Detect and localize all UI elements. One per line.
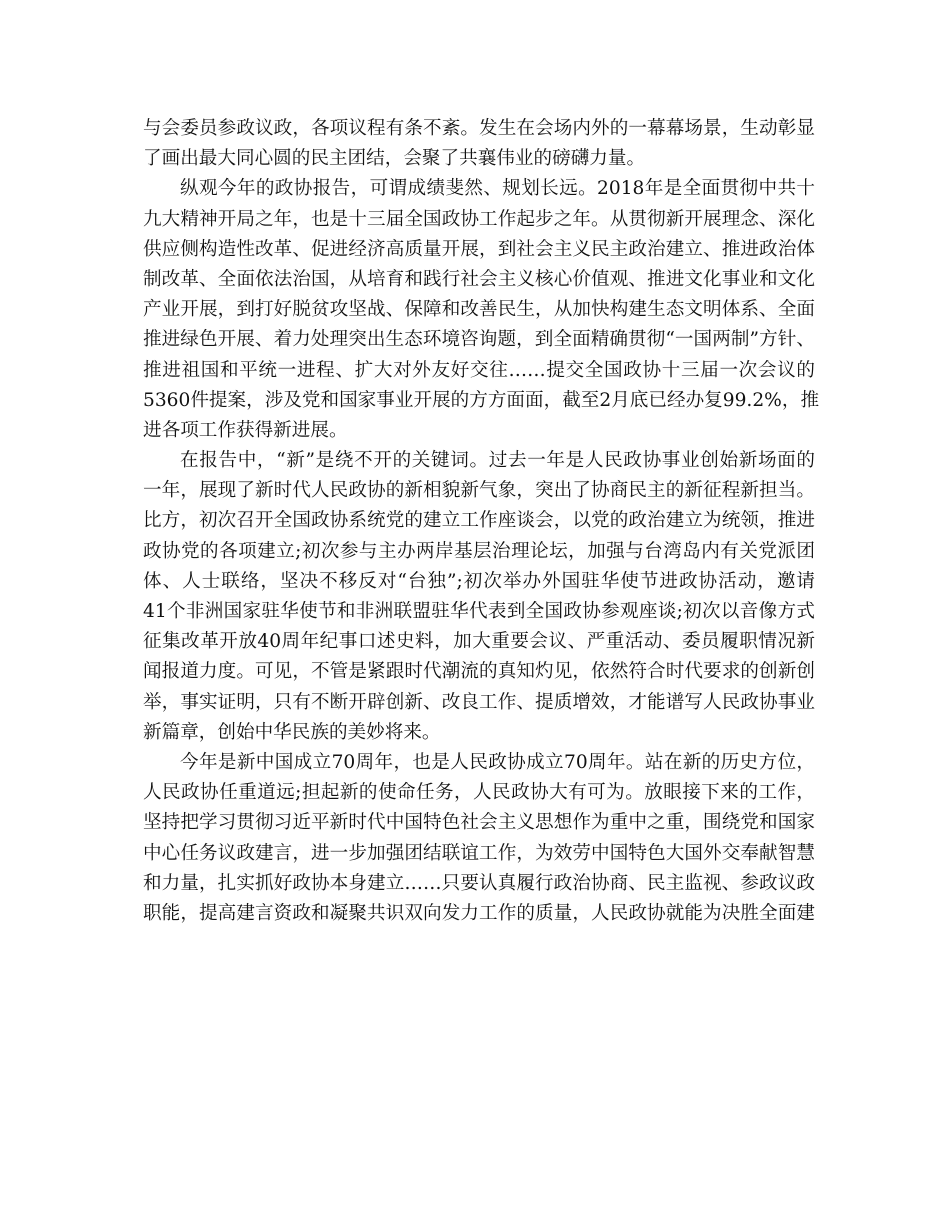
text-line: 比方，初次召开全国政协系统党的建立工作座谈会，以党的政治建立为统领，推进 — [143, 510, 815, 532]
text-line: 人民政协任重道远;担起新的使命任务，人民政协大有可为。放眼接下来的工作， — [143, 782, 815, 804]
text-line: 制改革、全面依法治国，从培育和践行社会主义核心价值观、推进文化事业和文化 — [143, 268, 815, 290]
text-line: 推进绿色开展、着力处理突出生态环境咨询题，到全面精确贯彻“一国两制”方针、 — [143, 329, 815, 351]
text-line: 新篇章，创始中华民族的美妙将来。 — [143, 721, 441, 743]
text-line: 推进祖国和平统一进程、扩大对外友好交往……提交全国政协十三届一次会议的 — [143, 359, 815, 381]
paragraph-3 — [143, 446, 815, 748]
text-line: 纵观今年的政协报告，可谓成绩斐然、规划长远。2018年是全面贯彻中共十 — [180, 178, 815, 200]
text-line: 今年是新中国成立70周年，也是人民政协成立70周年。站在新的历史方位， — [180, 751, 815, 773]
text-line: 闻报道力度。可见，不管是紧跟时代潮流的真知灼见，依然符合时代要求的创新创 — [143, 661, 815, 683]
text-line: 和力量，扎实抓好政协本身建立……只要认真履行政治协商、民主监视、参政议政 — [143, 872, 815, 894]
text-line: 与会委员参政议政，各项议程有条不紊。发生在会场内外的一幕幕场景，生动彰显 — [143, 118, 815, 139]
text-line: 了画出最大同心圆的民主团结，会聚了共襄伟业的磅礴力量。 — [143, 148, 646, 170]
text-line: 职能，提高建言资政和凝聚共识双向发力工作的质量，人民政协就能为决胜全面建 — [143, 902, 815, 924]
paragraph-1 — [143, 114, 815, 174]
paragraph-2 — [143, 174, 820, 446]
text-line: 产业开展，到打好脱贫攻坚战、保障和改善民生，从加快构建生态文明体系、全面 — [143, 299, 815, 321]
text-line: 九大精神开局之年，也是十三届全国政协工作起步之年。从贯彻新开展理念、深化 — [143, 208, 815, 230]
paragraph-4 — [143, 748, 815, 929]
text-line: 41个非洲国家驻华使节和非洲联盟驻华代表到全国政协参观座谈;初次以音像方式 — [143, 601, 815, 622]
text-line: 中心任务议政建言，进一步加强团结联谊工作，为效劳中国特色大国外交奉献智慧 — [143, 842, 815, 864]
text-line: 征集改革开放40周年纪事口述史料，加大重要会议、严重活动、委员履职情况新 — [143, 631, 815, 653]
text-line: 政协党的各项建立;初次参与主办两岸基层治理论坛，加强与台湾岛内有关党派团 — [143, 540, 815, 562]
text-line: 在报告中，“新”是绕不开的关键词。过去一年是人民政协事业创始新场面的 — [180, 450, 815, 472]
text-line: 坚持把学习贯彻习近平新时代中国特色社会主义思想作为重中之重，围绕党和国家 — [143, 812, 815, 834]
text-line: 举，事实证明，只有不断开辟创新、改良工作、提质增效，才能谱写人民政协事业 — [143, 691, 815, 713]
text-line: 体、人士联络，坚决不移反对“台独”;初次举办外国驻华使节进政协活动，邀请 — [143, 570, 815, 592]
document-body — [143, 114, 820, 929]
text-line: 一年，展现了新时代人民政协的新相貌新气象，突出了协商民主的新征程新担当。 — [143, 480, 815, 502]
text-line: 进各项工作获得新进展。 — [143, 419, 348, 441]
text-line: 5360件提案，涉及党和国家事业开展的方方面面，截至2月底已经办复99.2%，推 — [143, 389, 820, 411]
text-line: 供应侧构造性改革、促进经济高质量开展，到社会主义民主政治建立、推进政治体 — [143, 238, 815, 260]
